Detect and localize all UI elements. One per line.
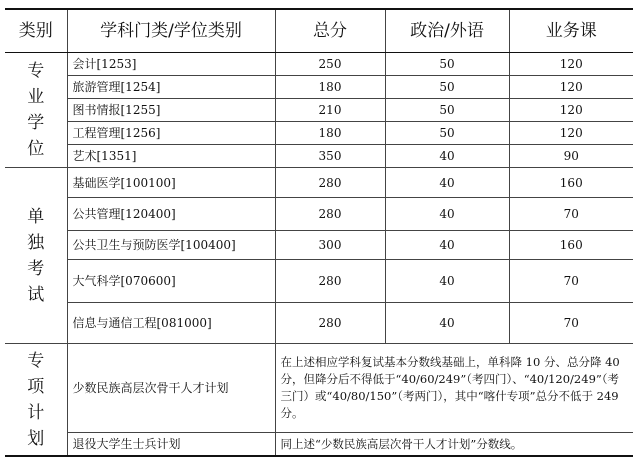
score-table-container — [5, 8, 633, 457]
table-row — [5, 99, 633, 122]
politics-language-cell: 50 — [385, 76, 509, 99]
subject-cell: 少数民族高层次骨干人才计划 — [67, 344, 275, 433]
header-total: 总分 — [275, 9, 385, 53]
table-row — [5, 303, 633, 344]
table-row — [5, 53, 633, 76]
politics-language-cell: 40 — [385, 198, 509, 231]
table-row — [5, 76, 633, 99]
politics-language-cell: 40 — [385, 303, 509, 344]
table-row — [5, 145, 633, 168]
category-label: 专业学位 — [27, 61, 45, 159]
major-cell: 120 — [509, 99, 633, 122]
total-cell: 280 — [275, 303, 385, 344]
total-cell: 180 — [275, 122, 385, 145]
subject-cell: 退役大学生士兵计划 — [67, 433, 275, 457]
header-subject: 学科门类/学位类别 — [67, 9, 275, 53]
table-row — [5, 231, 633, 260]
major-cell: 120 — [509, 76, 633, 99]
total-cell: 280 — [275, 260, 385, 303]
note-cell: 在上述相应学科复试基本分数线基础上，单科降 10 分、总分降 40 分，但降分后不得低于“40/60/249”（考四门）、“40/120/249”（考三门）或“40/80/150”（考两门），其中“喀什专项”总分不低于 249 分。 — [275, 344, 633, 433]
politics-language-cell: 50 — [385, 53, 509, 76]
politics-language-cell: 40 — [385, 168, 509, 198]
category-label: 专项计划 — [27, 350, 45, 449]
category-cell — [5, 168, 67, 344]
subject-cell: 大气科学[070600] — [67, 260, 275, 303]
header-row — [5, 9, 633, 53]
politics-language-cell: 50 — [385, 99, 509, 122]
note-cell: 同上述“少数民族高层次骨干人才计划”分数线。 — [275, 433, 633, 457]
subject-cell: 基础医学[100100] — [67, 168, 275, 198]
major-cell: 70 — [509, 198, 633, 231]
major-cell: 160 — [509, 231, 633, 260]
subject-cell: 公共管理[120400] — [67, 198, 275, 231]
header-politics-language: 政治/外语 — [385, 9, 509, 53]
table-row — [5, 168, 633, 198]
header-category: 类别 — [5, 9, 67, 53]
table-row — [5, 433, 633, 457]
subject-cell: 工程管理[1256] — [67, 122, 275, 145]
subject-cell: 信息与通信工程[081000] — [67, 303, 275, 344]
total-cell: 210 — [275, 99, 385, 122]
major-cell: 120 — [509, 122, 633, 145]
major-cell: 70 — [509, 260, 633, 303]
category-label: 单独考试 — [27, 206, 45, 305]
politics-language-cell: 50 — [385, 122, 509, 145]
major-cell: 70 — [509, 303, 633, 344]
subject-cell: 艺术[1351] — [67, 145, 275, 168]
subject-cell: 公共卫生与预防医学[100400] — [67, 231, 275, 260]
table-row — [5, 122, 633, 145]
total-cell: 280 — [275, 198, 385, 231]
major-cell: 90 — [509, 145, 633, 168]
subject-cell: 图书情报[1255] — [67, 99, 275, 122]
politics-language-cell: 40 — [385, 231, 509, 260]
table-row — [5, 260, 633, 303]
table-row — [5, 198, 633, 231]
category-cell — [5, 344, 67, 457]
major-cell: 120 — [509, 53, 633, 76]
politics-language-cell: 40 — [385, 260, 509, 303]
subject-cell: 会计[1253] — [67, 53, 275, 76]
table-row — [5, 344, 633, 433]
total-cell: 350 — [275, 145, 385, 168]
header-major: 业务课 — [509, 9, 633, 53]
total-cell: 300 — [275, 231, 385, 260]
total-cell: 250 — [275, 53, 385, 76]
score-table — [5, 8, 633, 457]
major-cell: 160 — [509, 168, 633, 198]
politics-language-cell: 40 — [385, 145, 509, 168]
category-cell — [5, 53, 67, 168]
total-cell: 180 — [275, 76, 385, 99]
total-cell: 280 — [275, 168, 385, 198]
subject-cell: 旅游管理[1254] — [67, 76, 275, 99]
